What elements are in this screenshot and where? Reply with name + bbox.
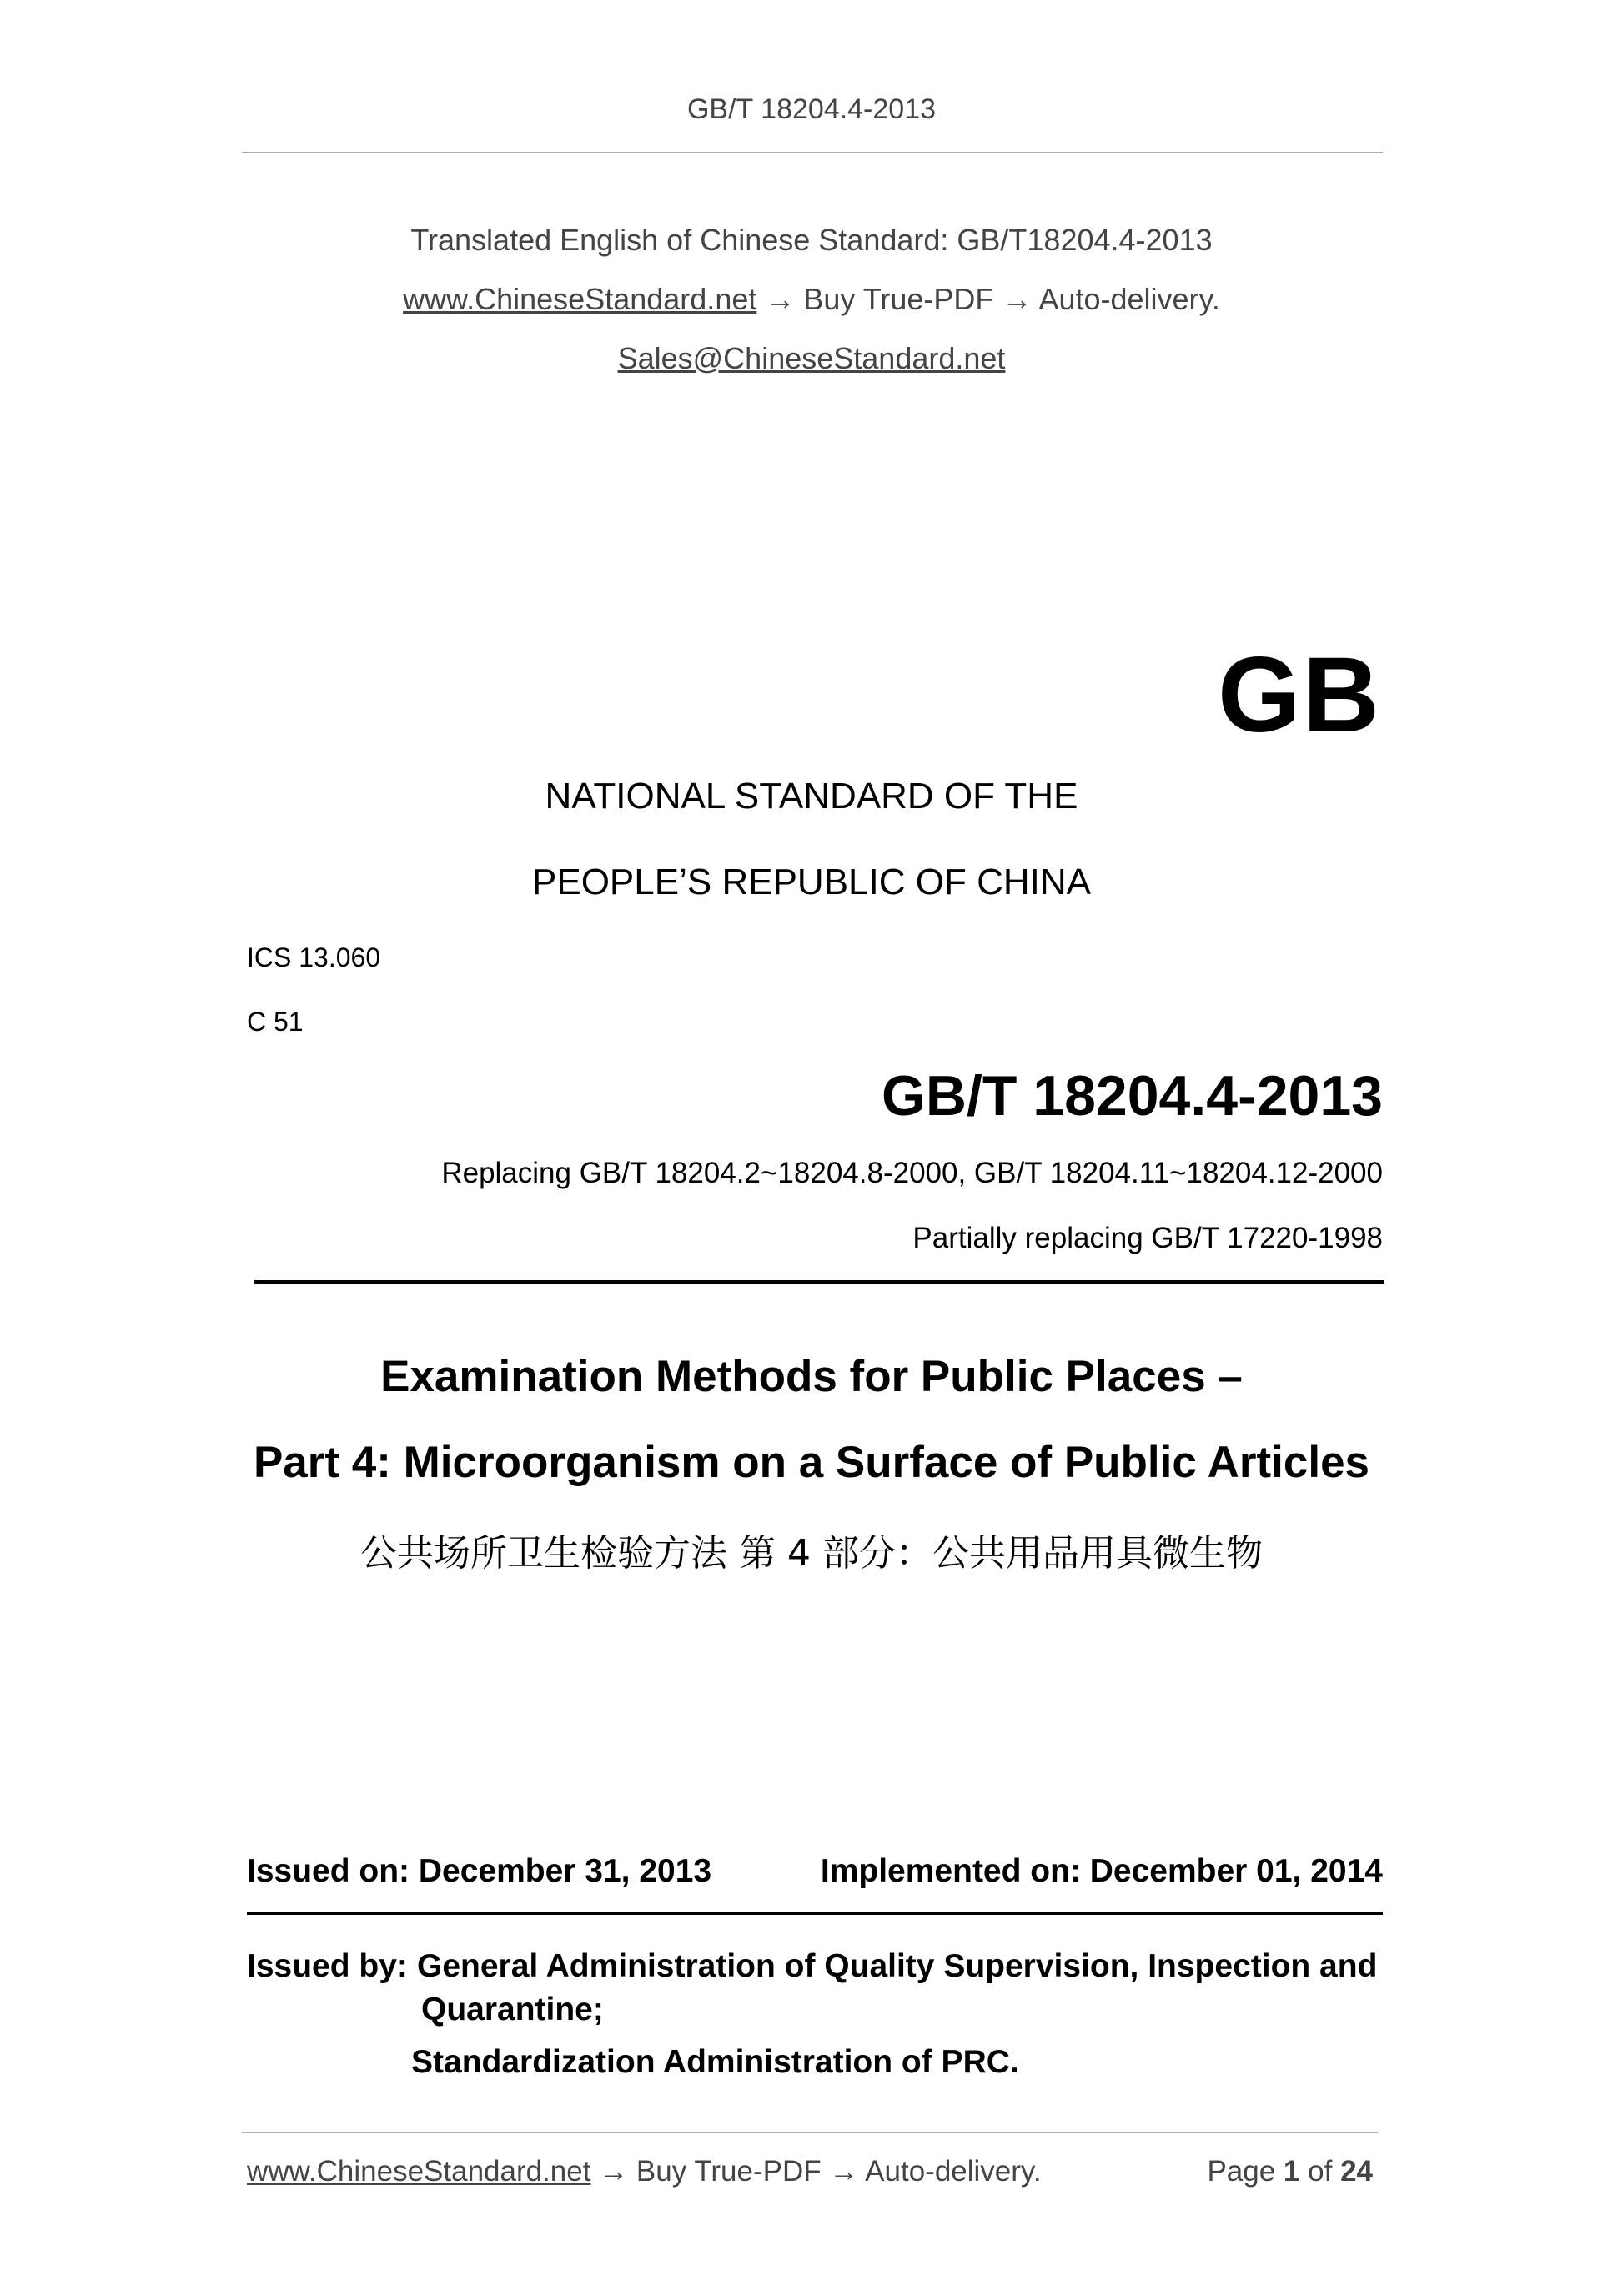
issued-by-authority-1: General Administration of Quality Supervision, Inspection and: [417, 1948, 1378, 1984]
gb-logo: GB: [1218, 636, 1381, 755]
promo-delivery-line: [0, 282, 1623, 317]
footer-divider: [242, 2132, 1378, 2133]
national-standard-line1: NATIONAL STANDARD OF THE: [545, 776, 1078, 816]
ics-code: ICS 13.060: [247, 942, 381, 972]
email-line: [0, 341, 1623, 376]
footer-promo: [247, 2155, 1042, 2188]
promo-delivery-text: → Buy True-PDF → Auto-delivery.: [756, 282, 1220, 316]
page-number: 1: [1283, 2155, 1300, 2188]
header-divider: [242, 152, 1383, 153]
footer-site-link[interactable]: www.ChineseStandard.net: [247, 2155, 591, 2188]
site-link[interactable]: www.ChineseStandard.net: [403, 282, 757, 316]
issued-on: Issued on: December 31, 2013: [247, 1853, 712, 1889]
ccs-code: C 51: [247, 1007, 304, 1037]
page-indicator: [1207, 2155, 1373, 2188]
footer-delivery-text: → Buy True-PDF → Auto-delivery.: [590, 2155, 1042, 2188]
national-standard-line2: PEOPLE’S REPUBLIC OF CHINA: [532, 862, 1091, 902]
implemented-on: Implemented on: December 01, 2014: [820, 1853, 1383, 1889]
title-line1: Examination Methods for Public Places –: [380, 1352, 1243, 1401]
standard-number: GB/T 18204.4-2013: [881, 1064, 1383, 1128]
promo-line: Translated English of Chinese Standard: GB/T18204.4-2013: [410, 223, 1213, 257]
of-label: of: [1308, 2155, 1333, 2188]
issued-by-authority-2: Standardization Administration of PRC.: [411, 2044, 1019, 2080]
title-divider: [254, 1280, 1384, 1284]
partially-replacing-text: Partially replacing GB/T 17220-1998: [912, 1222, 1383, 1254]
page-label: Page: [1207, 2155, 1276, 2188]
issue-divider: [247, 1912, 1383, 1915]
replacing-text: Replacing GB/T 18204.2~18204.8-2000, GB/T 18204.11~18204.12-2000: [441, 1157, 1383, 1189]
title-line2: Part 4: Microorganism on a Surface of Public Articles: [253, 1438, 1370, 1487]
title-chinese: 公共场所卫生检验方法 第 4 部分：公共用品用具微生物: [360, 1532, 1263, 1575]
running-header: GB/T 18204.4-2013: [686, 93, 937, 125]
page-total: 24: [1340, 2155, 1373, 2188]
email-link[interactable]: Sales@ChineseStandard.net: [617, 341, 1006, 375]
issued-by-authority-1-cont: Quarantine;: [421, 1992, 604, 2027]
issued-by-label: Issued by:: [247, 1948, 408, 1984]
